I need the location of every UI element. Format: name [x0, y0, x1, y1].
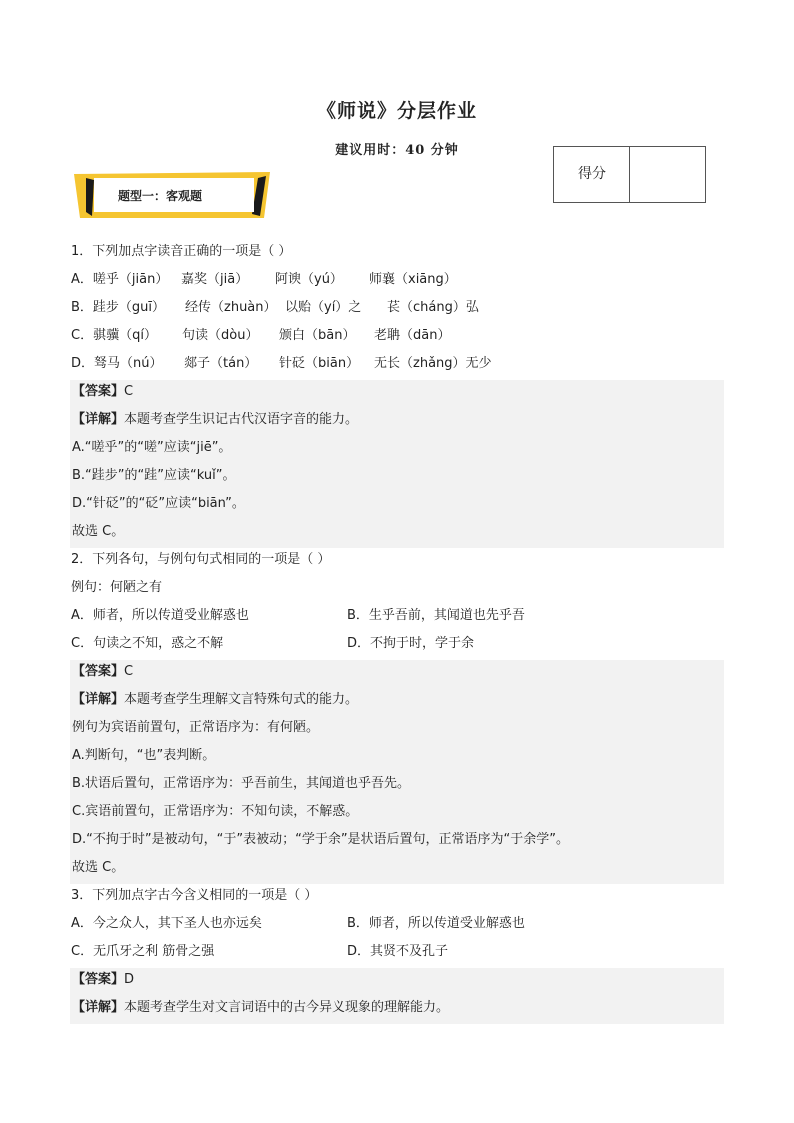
detail-note: A.判断句，“也”表判断。 — [72, 748, 216, 763]
option-d[interactable]: D．不拘于时，学于余 — [347, 636, 475, 651]
option-a[interactable]: A．嗟乎（jiān） 嘉奖（jiā） 阿谀（yú） 师襄（xiāng） — [71, 272, 457, 287]
answer-value: C — [124, 384, 134, 399]
answer-line: 【答案】D — [72, 972, 135, 987]
detail-note: B.状语后置句，正常语序为：乎吾前生，其闻道也乎吾先。 — [72, 776, 411, 791]
option-b[interactable]: B．生乎吾前，其闻道也先乎吾 — [347, 608, 525, 623]
option-c[interactable]: C．骐骥（qí） 句读（dòu） 颁白（bān） 老聃（dān） — [71, 328, 451, 343]
example-sentence: 例句：何陋之有 — [71, 580, 163, 595]
question-1 — [70, 240, 724, 548]
detail-note: A.“嗟乎”的“嗟”应读“jiē”。 — [72, 440, 232, 455]
detail-note: 例句为宾语前置句，正常语序为：有何陋。 — [72, 720, 320, 735]
detail-line: 【详解】本题考查学生识记古代汉语字音的能力。 — [72, 412, 359, 427]
detail-note: D.“不拘于时”是被动句，“于”表被动；“学于余”是状语后置句，正常语序为“于余学”。 — [72, 832, 570, 847]
option-d[interactable]: D．其贤不及孔子 — [347, 944, 449, 959]
question-2 — [70, 548, 724, 884]
answer-block — [70, 660, 724, 884]
question-stem: 3．下列加点字古今含义相同的一项是（ ） — [71, 888, 318, 903]
option-a[interactable]: A．师者，所以传道受业解惑也 — [71, 608, 249, 623]
option-c[interactable]: C．句读之不知，惑之不解 — [71, 636, 224, 651]
detail-note: B.“跬步”的“跬”应读“kuǐ”。 — [72, 468, 236, 483]
question-3 — [70, 884, 724, 1024]
answer-block — [70, 380, 724, 548]
option-c[interactable]: C．无爪牙之利 筋骨之强 — [71, 944, 215, 959]
answer-line: 【答案】C — [72, 384, 134, 399]
section-label: 题型一：客观题 — [118, 189, 203, 203]
detail-note: 故选 C。 — [72, 524, 125, 539]
option-b[interactable]: B．师者，所以传道受业解惑也 — [347, 916, 525, 931]
option-row — [70, 912, 724, 940]
answer-block — [70, 968, 724, 1024]
question-stem: 2．下列各句，与例句句式相同的一项是（ ） — [71, 552, 331, 567]
detail-line: 【详解】本题考查学生对文言词语中的古今异义现象的理解能力。 — [72, 1000, 450, 1015]
detail-note: C.宾语前置句，正常语序为：不知句读，不解惑。 — [72, 804, 359, 819]
option-d[interactable]: D．驽马（nú） 郯子（tán） 针砭（biān） 无长（zhǎng）无少 — [71, 356, 492, 371]
question-stem: 1．下列加点字读音正确的一项是（ ） — [71, 244, 292, 259]
option-row — [70, 604, 724, 632]
page-title: 《师说》分层作业 — [316, 100, 477, 122]
detail-note: D.“针砭”的“砭”应读“biān”。 — [72, 496, 245, 511]
section-banner — [74, 172, 270, 218]
answer-value: D — [124, 972, 135, 987]
score-box — [553, 146, 706, 203]
option-a[interactable]: A．今之众人，其下圣人也亦远矣 — [71, 916, 262, 931]
score-label: 得分 — [554, 147, 630, 202]
option-row — [70, 940, 724, 968]
option-row — [70, 632, 724, 660]
option-b[interactable]: B．跬步（guī） 经传（zhuàn） 以贻（yí）之 苌（cháng）弘 — [71, 300, 479, 315]
detail-line: 【详解】本题考查学生理解文言特殊句式的能力。 — [72, 692, 359, 707]
question-list — [70, 240, 724, 1024]
answer-value: C — [124, 664, 134, 679]
detail-note: 故选 C。 — [72, 860, 125, 875]
answer-line: 【答案】C — [72, 664, 134, 679]
suggested-time: 建议用时：40 分钟 — [335, 143, 459, 158]
